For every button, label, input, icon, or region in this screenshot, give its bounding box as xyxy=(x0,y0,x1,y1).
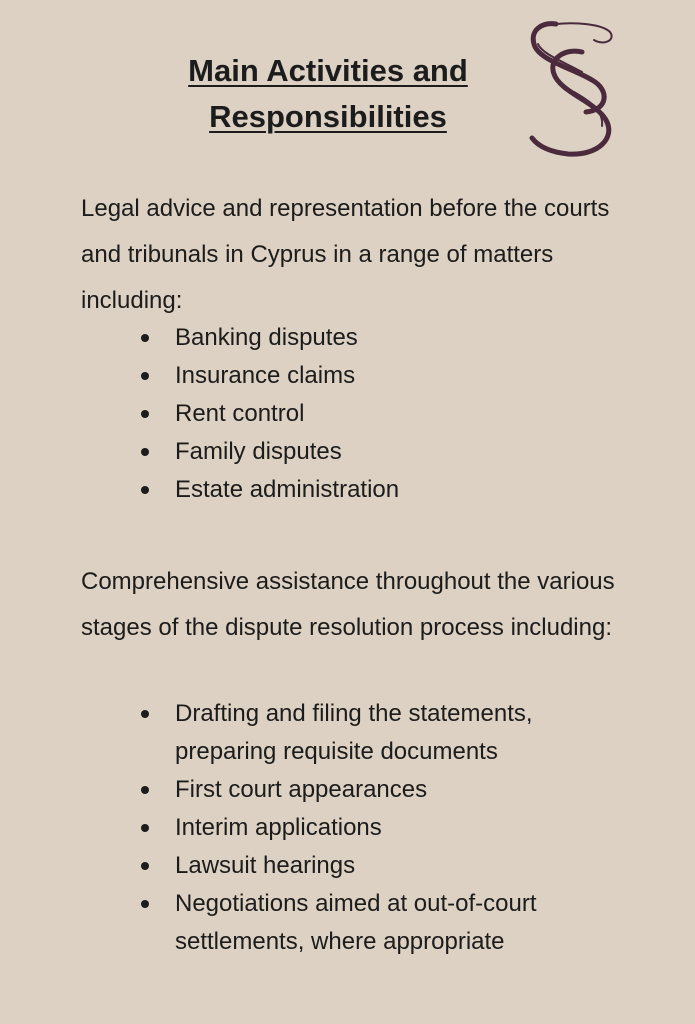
litigation-matters-list xyxy=(138,319,638,509)
title-line-2: Responsibilities xyxy=(209,99,447,134)
list-item: First court appearances xyxy=(138,771,638,809)
list-item: Rent control xyxy=(138,395,638,433)
title-line-1: Main Activities and xyxy=(188,53,468,88)
bullet-icon xyxy=(141,824,149,832)
section-intro-litigation: Legal advice and representation before the courts and tribunals in Cyprus in a range of matters including: xyxy=(81,195,610,314)
bullet-icon xyxy=(141,410,149,418)
bullet-icon xyxy=(141,486,149,494)
bullet-icon xyxy=(141,900,149,908)
list-item: Lawsuit hearings xyxy=(138,847,638,885)
list-item: Negotiations aimed at out-of-court settlements, where appropriate xyxy=(138,885,638,961)
list-item: Estate administration xyxy=(138,471,638,509)
list-item: Banking disputes xyxy=(138,319,638,357)
section-intro-dispute-resolution: Comprehensive assistance throughout the various stages of the dispute resolution process including: xyxy=(81,568,615,641)
bullet-icon xyxy=(141,786,149,794)
bullet-icon xyxy=(141,710,149,718)
list-item: Drafting and filing the statements, preparing requisite documents xyxy=(138,695,638,771)
list-item: Family disputes xyxy=(138,433,638,471)
dispute-stages-list xyxy=(138,695,638,961)
bullet-icon xyxy=(141,448,149,456)
bullet-icon xyxy=(141,862,149,870)
page-title xyxy=(150,48,506,140)
bullet-icon xyxy=(141,372,149,380)
list-item: Insurance claims xyxy=(138,357,638,395)
list-item: Interim applications xyxy=(138,809,638,847)
bullet-icon xyxy=(141,334,149,342)
section-sign-icon xyxy=(520,18,620,160)
